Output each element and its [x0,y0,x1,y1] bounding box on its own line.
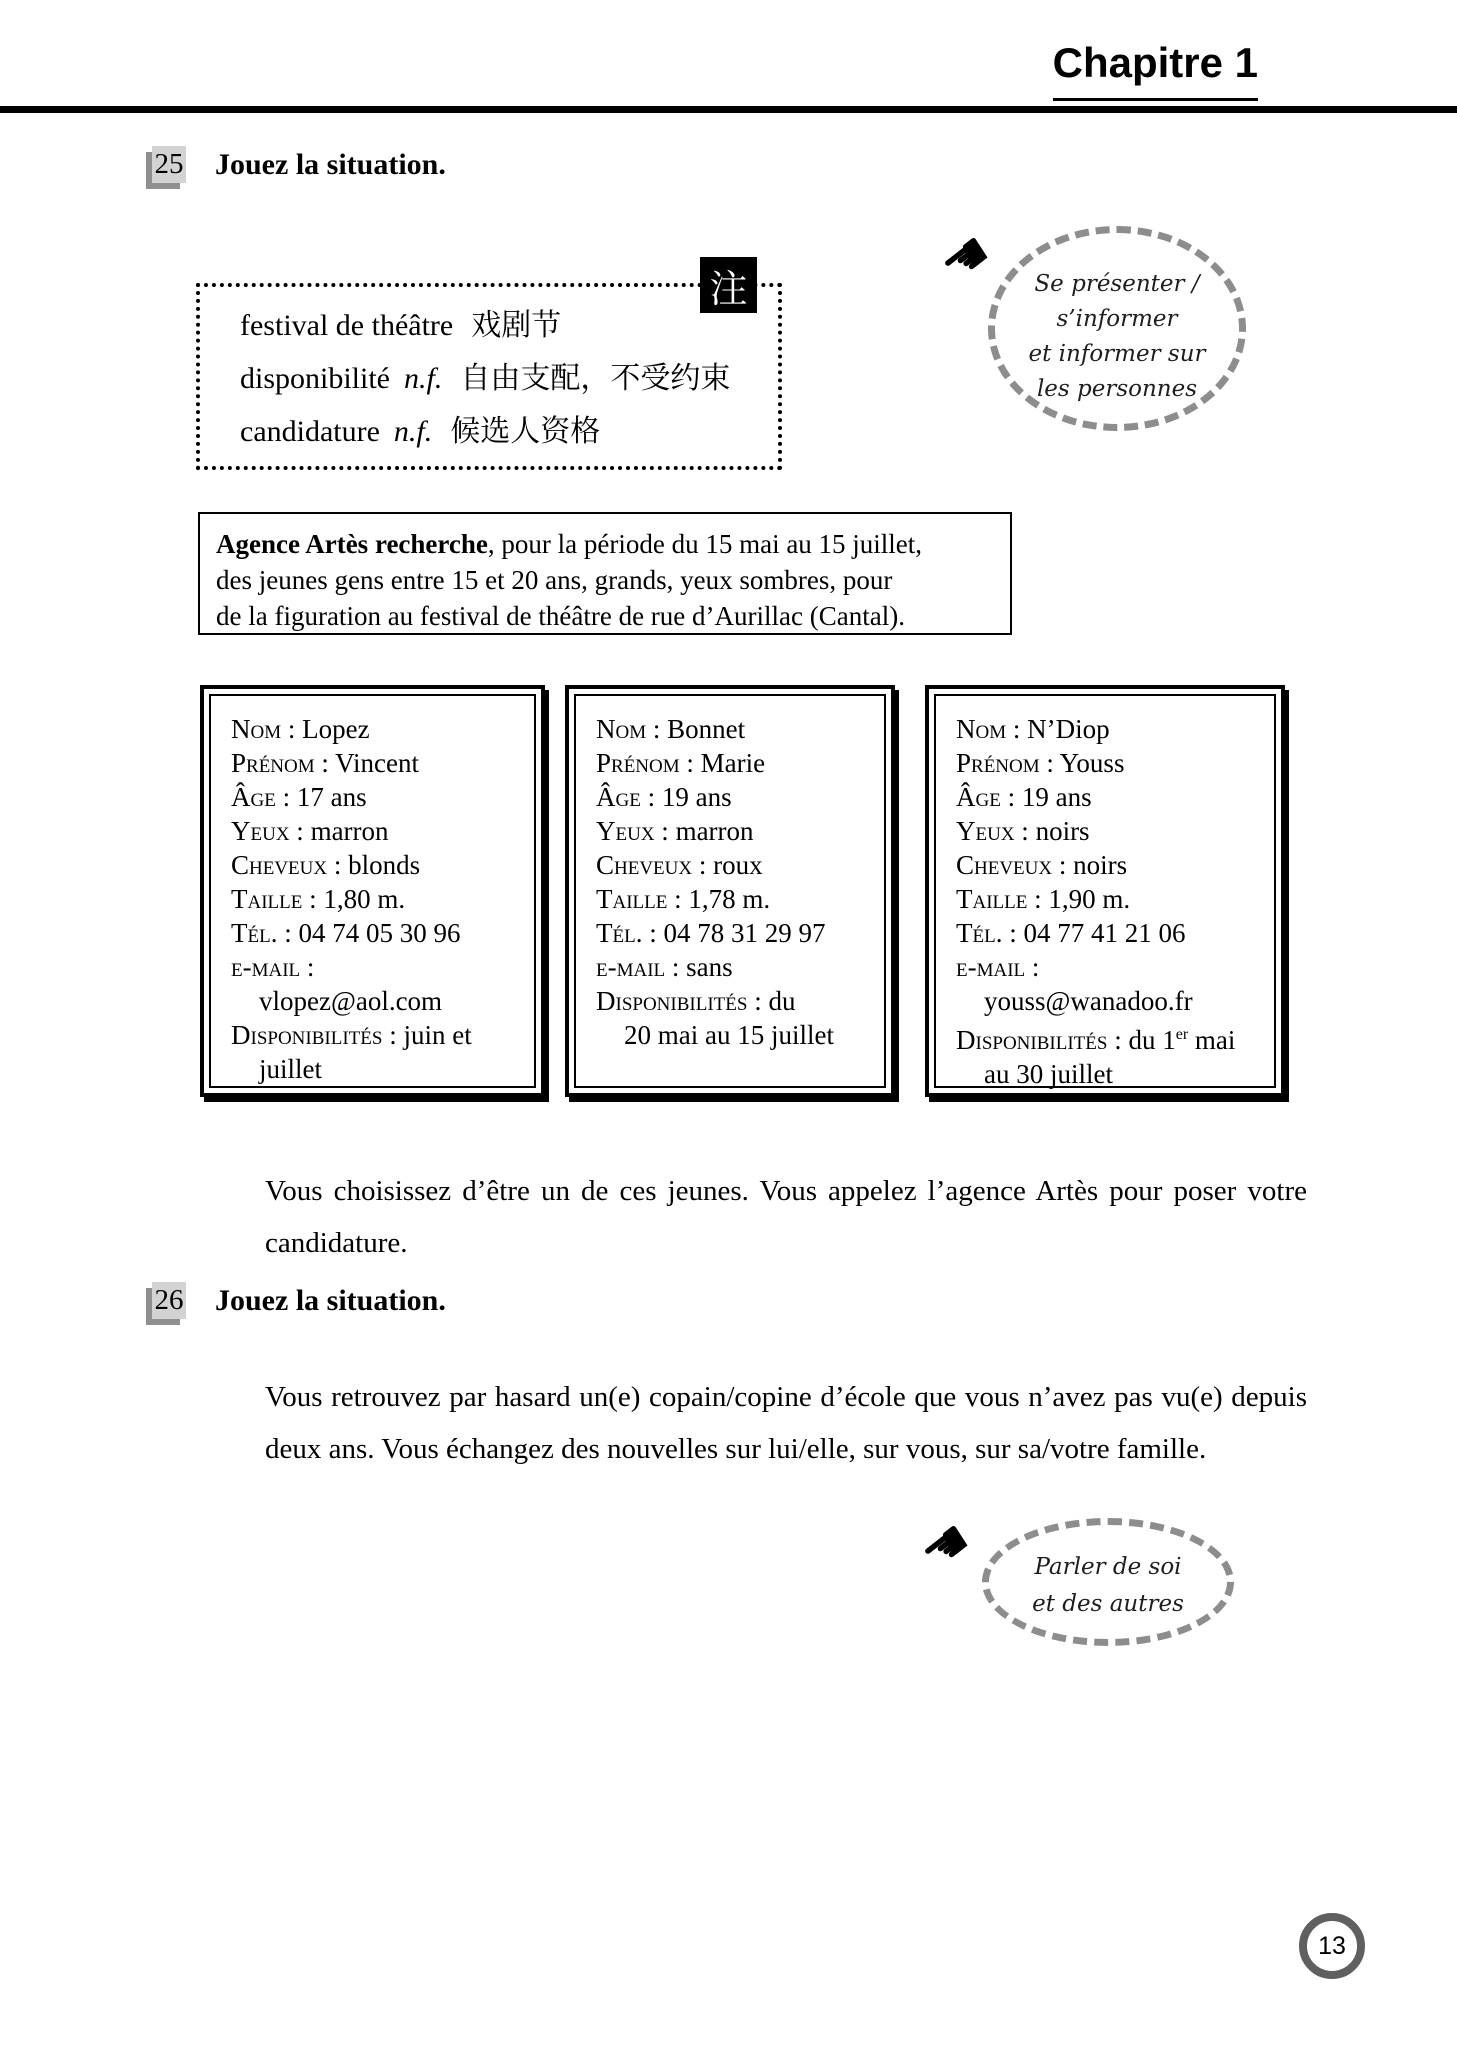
exercise-25-header [152,146,446,183]
card-field-value: marron [310,816,389,846]
card-field-line: Prénom : Vincent [231,748,420,778]
card-field-label: Tél. [956,918,1003,948]
card-field-value: 04 74 05 30 96 [298,918,461,948]
objective-stamp-presenter [988,226,1246,431]
stamp-text-line: et des autres [1032,1591,1184,1617]
header-rule [0,106,1457,113]
exercise-title: Jouez la situation. [215,1283,446,1317]
card-field-label: Cheveux [231,850,328,880]
card-field-line: Yeux : noirs [956,816,1090,846]
card-field-line: Tél. : 04 77 41 21 06 [956,918,1186,948]
card-field-value: Youss [1059,748,1125,778]
card-continuation-line: juillet [259,1054,322,1084]
exercise-26-instructions: Vous retrouvez par hasard un(e) copain/copine d’école que vous n’avez pas vu(e) depuis deux ans. Vous échangez des nouvelles sur lui/elle, sur vous, sur sa/votre famille. [265,1381,1307,1466]
notice-bold-lead: Agence Artès recherche [216,529,488,559]
card-field-label: Nom [231,714,282,744]
card-field-label: e-mail [596,952,666,982]
card-field-line: Tél. : 04 74 05 30 96 [231,918,461,948]
card-field-line: Taille : 1,80 m. [231,884,406,914]
stamp-text-line: les personnes [1036,376,1198,402]
page-number: 13 [1318,1931,1346,1960]
card-field-value: 1,90 m. [1048,884,1131,914]
card-field-label: Âge [956,782,1001,812]
vocab-item [240,299,778,352]
card-field-label: Yeux [956,816,1015,846]
card-field-value: marron [675,816,754,846]
card-field-label: Disponibilités [956,1025,1108,1055]
card-field-line: Disponibilités : du 1er mai [956,1025,1236,1055]
card-field-label: Taille [956,884,1028,914]
card-field-label: Taille [231,884,303,914]
vocab-item [240,405,778,458]
card-field-value: 19 ans [1021,782,1092,812]
card-field-label: Prénom [596,748,680,778]
card-field-label: Âge [231,782,276,812]
card-field-value: Vincent [335,748,420,778]
card-continuation-line: youss@wanadoo.fr [984,986,1193,1016]
card-field-line: e-mail : [231,952,315,982]
card-field-value: Bonnet [667,714,746,744]
card-field-line: Cheveux : blonds [231,850,421,880]
card-field-label: Taille [596,884,668,914]
candidate-card-lopez [200,685,545,1097]
card-field-value: mai [1188,1025,1236,1055]
exercise-26-header [152,1282,446,1319]
exercise-25-instructions: Vous choisissez d’être un de ces jeunes. Vous appelez l’agence Artès pour poser votre candidature. [265,1175,1307,1260]
card-field-value: 04 77 41 21 06 [1023,918,1186,948]
card-field-value: roux [713,850,763,880]
card-field-line: Prénom : Youss [956,748,1125,778]
vocab-pos-abbrev: n.f. [404,362,443,395]
vocab-list [240,299,778,458]
card-field-label: Disponibilités [596,986,748,1016]
card-field-label: Prénom [956,748,1040,778]
card-field-line: Yeux : marron [231,816,389,846]
card-field-value: sans [686,952,733,982]
stamp-text-line: Parler de soi [1034,1554,1182,1580]
vocab-chinese-gloss: 候选人资格 [450,415,601,448]
card-continuation-line: vlopez@aol.com [259,986,443,1016]
vocab-french-term: festival de théâtre [240,309,454,342]
card-field-label: Cheveux [596,850,693,880]
card-field-value: N’Diop [1027,714,1110,744]
card-field-label: Âge [596,782,641,812]
card-field-line: Cheveux : noirs [956,850,1128,880]
card-field-label: Tél. [231,918,278,948]
candidate-card-ndiop [925,685,1285,1097]
card-field-line: Taille : 1,78 m. [596,884,771,914]
card-field-label: Disponibilités [231,1020,383,1050]
card-field-value: du [768,986,796,1016]
card-field-value: Lopez [302,714,370,744]
stamp-text-line: et informer sur [1028,341,1206,367]
vocab-french-term: candidature [240,415,380,448]
pointing-hand-icon: ☚ [907,1506,985,1587]
vocab-french-term: disponibilité [240,362,390,395]
card-field-line: Âge : 17 ans [231,782,367,812]
stamp-text-line: Se présenter / [1034,271,1200,297]
card-field-line: Âge : 19 ans [956,782,1092,812]
notice-line: de la figuration au festival de théâtre de rue d’Aurillac (Cantal). [216,601,905,631]
vocab-item [240,352,778,405]
card-field-label: Prénom [231,748,315,778]
card-field-value: du 1 [1128,1025,1176,1055]
pointing-hand-icon: ☚ [927,218,1005,299]
casting-notice [198,512,1012,635]
candidate-card-bonnet [565,685,895,1097]
candidate-card-content [574,694,886,1088]
note-badge-icon: 注 [700,257,757,313]
candidate-card-content [209,694,536,1088]
objective-stamp-parler [982,1518,1234,1646]
card-field-value: 17 ans [296,782,367,812]
card-field-label: Nom [956,714,1007,744]
exercise-number-badge: 26 [152,1282,186,1319]
exercise-number-badge: 25 [152,146,186,183]
vocab-chinese-gloss: 自由支配，不受约束 [460,362,731,395]
vocab-pos-abbrev: n.f. [393,415,433,448]
card-field-line: Taille : 1,90 m. [956,884,1131,914]
card-field-line: Disponibilités : du [596,986,796,1016]
notice-line: des jeunes gens entre 15 et 20 ans, grands, yeux sombres, pour [216,565,893,595]
chapter-heading: Chapitre 1 [1053,42,1258,101]
card-continuation-line: au 30 juillet [984,1059,1113,1089]
card-field-label: e-mail [956,952,1026,982]
page-number-circle [1299,1913,1365,1979]
card-field-line: Nom : Lopez [231,714,370,744]
card-field-line: e-mail : [956,952,1040,982]
card-field-line: Prénom : Marie [596,748,766,778]
card-field-value: 1,78 m. [688,884,771,914]
card-field-value: Marie [700,748,766,778]
card-field-label: e-mail [231,952,301,982]
card-field-value: 1,80 m. [323,884,406,914]
candidate-card-content [934,694,1276,1088]
card-field-value: 19 ans [661,782,732,812]
vocabulary-box [196,283,782,470]
card-field-value: 04 78 31 29 97 [663,918,826,948]
card-field-label: Yeux [231,816,290,846]
card-field-line: Nom : N’Diop [956,714,1110,744]
card-field-label: Yeux [596,816,655,846]
card-field-value: blonds [348,850,421,880]
card-field-line: Tél. : 04 78 31 29 97 [596,918,826,948]
notice-line1-rest: , pour la période du 15 mai au 15 juillet, [487,529,923,559]
card-field-label: Tél. [596,918,643,948]
exercise-title: Jouez la situation. [215,147,446,181]
notice-line [216,526,1010,562]
card-field-line: Disponibilités : juin et [231,1020,472,1050]
card-field-label: Nom [596,714,647,744]
card-field-label: Cheveux [956,850,1053,880]
vocab-chinese-gloss: 戏剧节 [471,309,562,342]
card-field-line: Cheveux : roux [596,850,763,880]
card-field-value: noirs [1035,816,1090,846]
card-field-line: Yeux : marron [596,816,754,846]
card-field-line: Âge : 19 ans [596,782,732,812]
stamp-text-line: s’informer [1056,306,1178,332]
card-field-line: Nom : Bonnet [596,714,746,744]
card-field-value: noirs [1073,850,1128,880]
card-continuation-line: 20 mai au 15 juillet [624,1020,834,1050]
card-field-value: juin et [403,1020,472,1050]
ordinal-suffix: er [1175,1026,1189,1043]
card-field-line: e-mail : sans [596,952,733,982]
